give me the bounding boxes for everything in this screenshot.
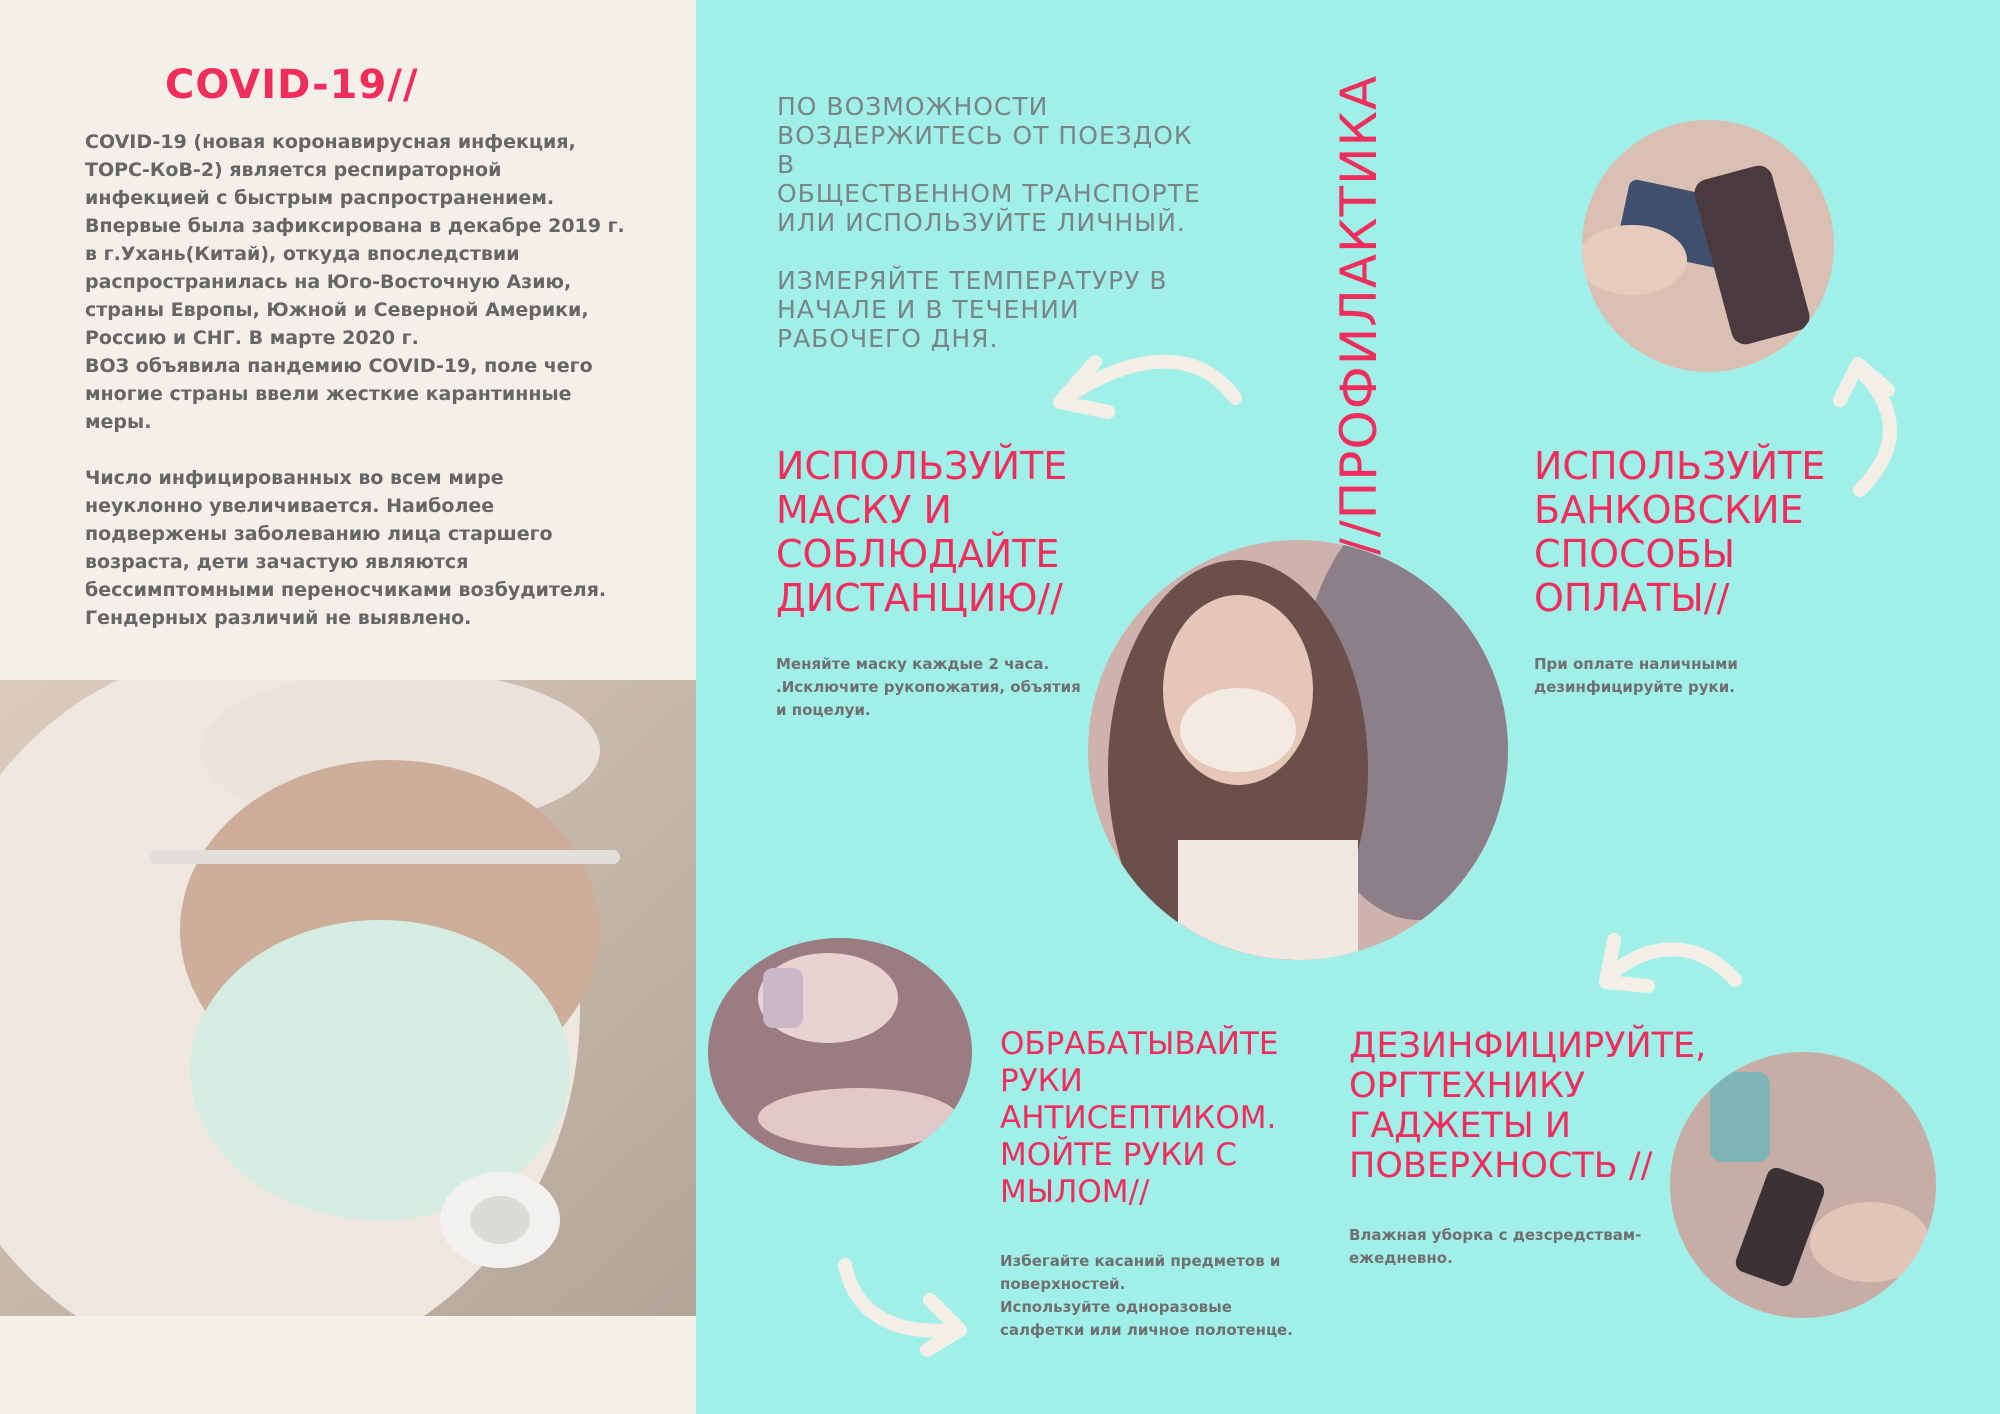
page-title: COVID-19//: [165, 62, 419, 108]
disinfect-text: Влажная уборка с дезсредствам- ежедневно.: [1349, 1226, 1642, 1267]
phone-disinfect-photo: [1670, 1052, 1936, 1318]
card-payment-image: [1582, 120, 1834, 372]
bank-text: При оплате наличными дезинфицируйте руки.: [1534, 655, 1738, 696]
mask-heading: ИСПОЛЬЗУЙТЕ МАСКУ И СОБЛЮДАЙТЕ ДИСТАНЦИЮ//: [776, 444, 1068, 620]
mask-woman-image: [1088, 540, 1508, 960]
intro-text: COVID-19 (новая коронавирусная инфекция, ТОРС-КоВ-2) является респираторной инфекцией с быстрым распространением. Впервые была зафиксирована в декабре 2019 г. в г.Ухань(Китай), откуда впоследствии распространилась на Юго-Восточную Азию, страны Европы, Южной и Северной Америки, Россию и СНГ. В марте 2020 г. ВОЗ объявила пандемию COVID-19, поле чего многие страны ввели жесткие карантинные меры. Число инфицированных во всем мире неуклонно увеличивается. Наиболее подвержены заболеванию лица старшего возраста, дети зачастую являются бессимптомными переносчиками возбудителя. Гендерных различий не выявлено.: [85, 131, 625, 629]
hands-heading: ОБРАБАТЫВАЙТЕ РУКИ АНТИСЕПТИКОМ. МОЙТЕ РУКИ С МЫЛОМ//: [1000, 1026, 1279, 1210]
arrow-up-right-icon: [1830, 350, 1910, 500]
arrow-left-top-icon: [1040, 340, 1240, 430]
vertical-title: //ПРОФИЛАКТИКА: [1330, 74, 1388, 555]
mask-woman-photo: [1088, 540, 1508, 960]
card-payment-photo: [1582, 120, 1834, 372]
doctor-image: [0, 680, 696, 1316]
disinfect-heading: ДЕЗИНФИЦИРУЙТЕ, ОРГТЕХНИКУ ГАДЖЕТЫ И ПОВЕРХНОСТЬ //: [1349, 1026, 1707, 1186]
sanitizer-image: [708, 938, 972, 1166]
phone-disinfect-image: [1670, 1052, 1936, 1318]
hands-text: Избегайте касаний предметов и поверхностей. Используйте одноразовые салфетки или личное полотенце.: [1000, 1252, 1293, 1339]
mask-text: Меняйте маску каждые 2 часа. .Исключите рукопожатия, объятия и поцелуи.: [776, 655, 1081, 719]
arrow-right-bottom-icon: [835, 1255, 975, 1355]
arrow-left-bottom-icon: [1590, 930, 1740, 1000]
sanitizer-photo: [708, 938, 972, 1166]
left-panel: [0, 0, 696, 1414]
general-tips: ПО ВОЗМОЖНОСТИ ВОЗДЕРЖИТЕСЬ ОТ ПОЕЗДОК В ОБЩЕСТВЕННОМ ТРАНСПОРТЕ ИЛИ ИСПОЛЬЗУЙТЕ ЛИЧНЫЙ. ИЗМЕРЯЙТЕ ТЕМПЕРАТУРУ В НАЧАЛЕ И В ТЕЧЕНИИ РАБОЧЕГО ДНЯ.: [777, 92, 1201, 353]
bank-heading: ИСПОЛЬЗУЙТЕ БАНКОВСКИЕ СПОСОБЫ ОПЛАТЫ//: [1534, 444, 1826, 620]
doctor-photo: [0, 680, 696, 1316]
